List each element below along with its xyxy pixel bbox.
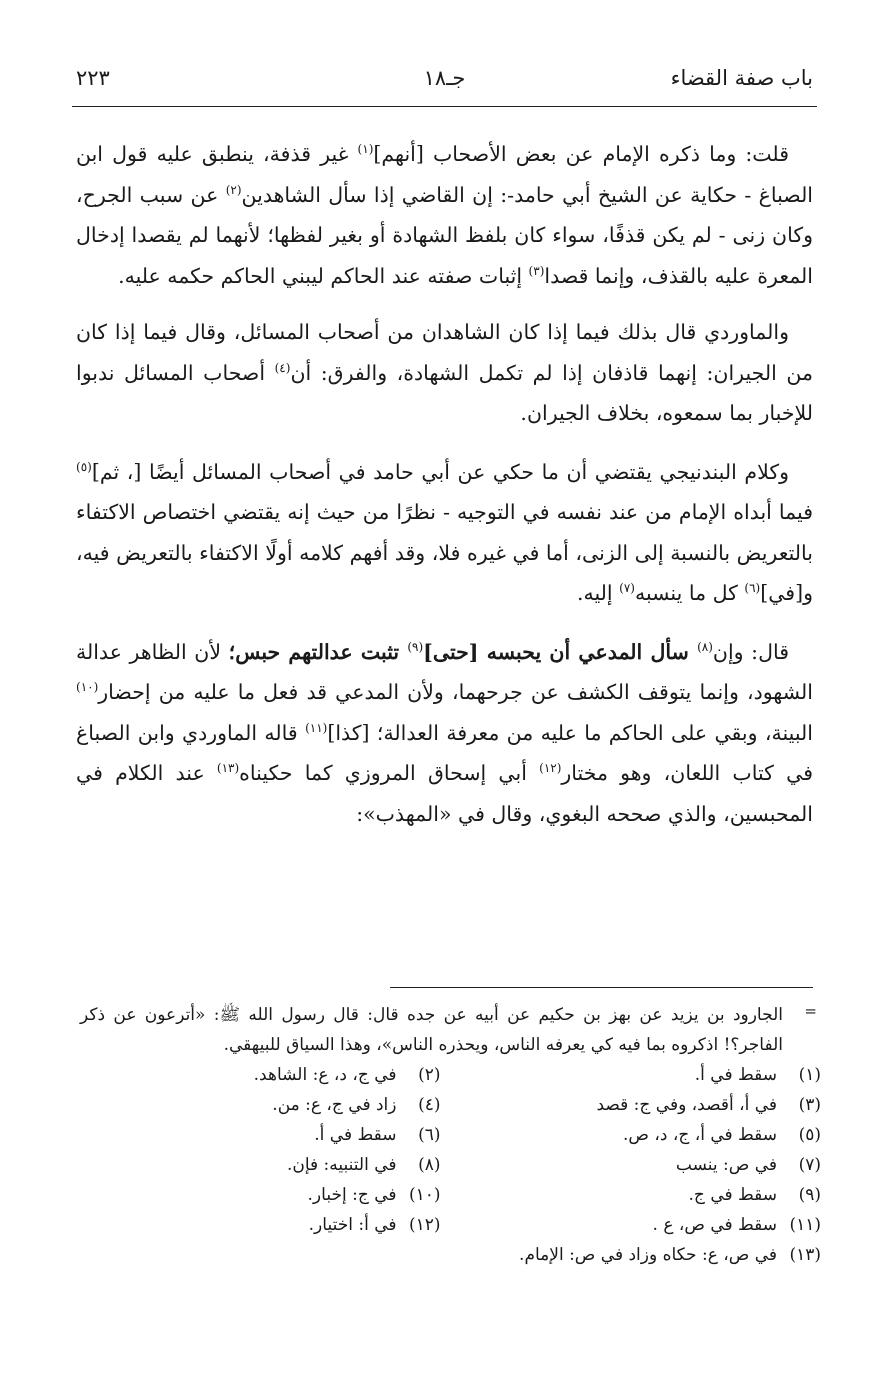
footnote-number: (٤) (418, 1095, 441, 1115)
page-number: ٢٢٣ (76, 66, 110, 90)
footnote-number: (١٠) (408, 1185, 441, 1205)
footnote-text: في أ، أقصد، وفي ج: قصد (596, 1095, 777, 1115)
footnote-text: في التنبيه: فإن. (286, 1155, 397, 1175)
footnote-item (461, 1090, 822, 1120)
footnote-ref: (٦) (744, 581, 761, 595)
chapter-title: باب صفة القضاء (670, 66, 813, 90)
footnote-number: (٧) (798, 1155, 821, 1175)
text-run: وكلام البندنيجي يقتضي أن ما حكي عن أبي حامد في أصحاب المسائل أيضًا [، ثم] (91, 459, 789, 484)
matn-text: سأل المدعي أن يحبسه [حتى] (423, 639, 698, 664)
footnote-ref: (١٠) (76, 680, 99, 694)
footnote-text: سقط في أ. (314, 1125, 397, 1145)
footnote-text: سقط في ج. (688, 1185, 777, 1205)
footnote-ref: (٢) (225, 182, 242, 197)
footnote-ref: (٥) (76, 459, 92, 474)
footnote-number: (١٣) (789, 1245, 821, 1265)
footnote-text: في ج: إخبار. (307, 1185, 397, 1205)
footnote-text: في ص: ينسب (675, 1155, 777, 1175)
matn-text: تثبت عدالتهم حبس؛ (228, 639, 408, 664)
footnote-text: زاد في ج، ع: من. (272, 1095, 397, 1115)
volume-number: جـ١٨ (423, 66, 466, 90)
text-run: قال: وإن (712, 639, 790, 664)
footnote-continuation (80, 1000, 821, 1060)
footnote-item (80, 1150, 441, 1180)
paragraph-1 (76, 134, 813, 296)
footnote-number: (٣) (798, 1095, 821, 1115)
footnote-ref: (٧) (619, 581, 635, 595)
text-run: والماوردي قال بذلك فيما إذا كان الشاهدان من أصحاب المسائل، وقال فيما إذا كان من الجيران: إنهما قاذفان إذا لم تكمل الشهادة، والفرق: أن (76, 320, 813, 385)
footnote-item (461, 1060, 822, 1090)
footnotes (80, 1000, 821, 1270)
footnote-ref: (١٣) (216, 761, 240, 775)
footnote-item (80, 1240, 821, 1270)
footnote-item (80, 1090, 441, 1120)
text-run: كل ما ينسبه (634, 581, 745, 605)
footnote-number: (٢) (418, 1065, 441, 1085)
text-run: عند الكلام في المحبسين، والذي صححه البغوي، وقال في «المهذب»: (76, 761, 813, 826)
text-run: غير قذفة، ينطبق عليه قول ابن الصباغ - حكاية عن الشيخ أبي حامد-: إن القاضي إذا سأل الشاهدين (76, 142, 814, 207)
footnote-number: (١) (798, 1065, 821, 1085)
footnote-item (80, 1180, 441, 1210)
footnote-item (461, 1120, 822, 1150)
footnote-item (461, 1150, 822, 1180)
footnote-item (80, 1060, 441, 1090)
page-header (76, 66, 813, 100)
footnote-number: (٨) (418, 1155, 441, 1175)
footnote-number: (١٢) (408, 1215, 441, 1235)
text-run: فيما أبداه الإمام من عند نفسه في التوجيه - نظرًا من حيث إنه يقتضي اختصاص الاكتفاء بالتعريض بالنسبة إلى الزنى، أما في غيره فلا، وقد أفهم كلامه أولًا الاكتفاء بالتعريض فيه، و[في] (76, 500, 813, 605)
footnote-item (80, 1210, 441, 1240)
text-run: إثبات صفته عند الحاكم ليبني الحاكم حكمه عليه. (118, 263, 529, 288)
footnote-text: سقط في أ. (694, 1065, 777, 1085)
footnote-item (80, 1120, 441, 1150)
footnote-ref: (٩) (407, 639, 424, 654)
footnote-ref: (٤) (274, 360, 291, 375)
footnote-item (461, 1210, 822, 1240)
footnote-text: في ص، ع: حكاه وزاد في ص: الإمام. (519, 1245, 777, 1265)
footnote-ref: (٣) (528, 263, 545, 278)
footnote-ref: (١) (357, 142, 374, 156)
footnote-item (461, 1180, 822, 1210)
text-run: قلت: وما ذكره الإمام عن بعض الأصحاب [أنهم] (373, 142, 790, 166)
continuation-mark: = (804, 1002, 817, 1020)
footnote-text: في أ: اختيار. (308, 1215, 397, 1235)
main-text (76, 134, 813, 852)
footnote-grid (80, 1060, 821, 1270)
text-run: أصحاب المسائل ندبوا للإخبار بما سمعوه، بخلاف الجيران. (76, 360, 813, 425)
footnote-number: (٦) (418, 1125, 441, 1145)
footnote-text: سقط في ص، ع . (652, 1215, 777, 1235)
footnote-number: (٥) (798, 1125, 821, 1145)
text-run: أبي إسحاق المروزي كما حكيناه (239, 761, 540, 785)
text-run: البينة، وبقي على الحاكم ما عليه من معرفة العدالة؛ [كذا] (327, 720, 814, 745)
paragraph-4 (76, 632, 813, 835)
footnote-text: سقط في أ، ج، د، ص. (623, 1125, 777, 1145)
paragraph-3 (76, 452, 813, 614)
footnote-ref: (١٢) (539, 761, 562, 775)
header-rule (72, 106, 817, 107)
text-run: لأن الظاهر عدالة الشهود، وإنما يتوقف الكشف عن جرحهما، ولأن المدعي قد فعل ما عليه من إحضار (76, 639, 813, 704)
footnote-rule (390, 987, 813, 988)
paragraph-2 (76, 312, 813, 434)
text-run: قاله الماوردي وابن الصباغ في كتاب اللعان، وهو مختار (76, 720, 813, 785)
footnote-text: في ج، د، ع: الشاهد. (253, 1065, 397, 1085)
footnote-ref: (٨) (697, 639, 713, 654)
footnote-number: (٩) (798, 1185, 821, 1205)
footnote-ref: (١١) (305, 720, 328, 735)
text-run: عن سبب الجرح، وكان زنى - لم يكن قذفًا، سواء كان بلفظ الشهادة أو بغير لفظها؛ لأنهما لم يقصدا إدخال المعرة عليه بالقذف، وإنما قصدا (76, 182, 813, 288)
footnote-number: (١١) (789, 1215, 821, 1235)
continuation-text: الجارود بن يزيد عن بهز بن حكيم عن أبيه عن جده قال: قال رسول الله ﷺ: «أترعون عن ذكر الفاجر؟! اذكروه بما فيه كي يعرفه الناس، ويحذره الناس»، وهذا السياق للبيهقي. (80, 1005, 783, 1055)
text-run: إليه. (576, 581, 620, 605)
